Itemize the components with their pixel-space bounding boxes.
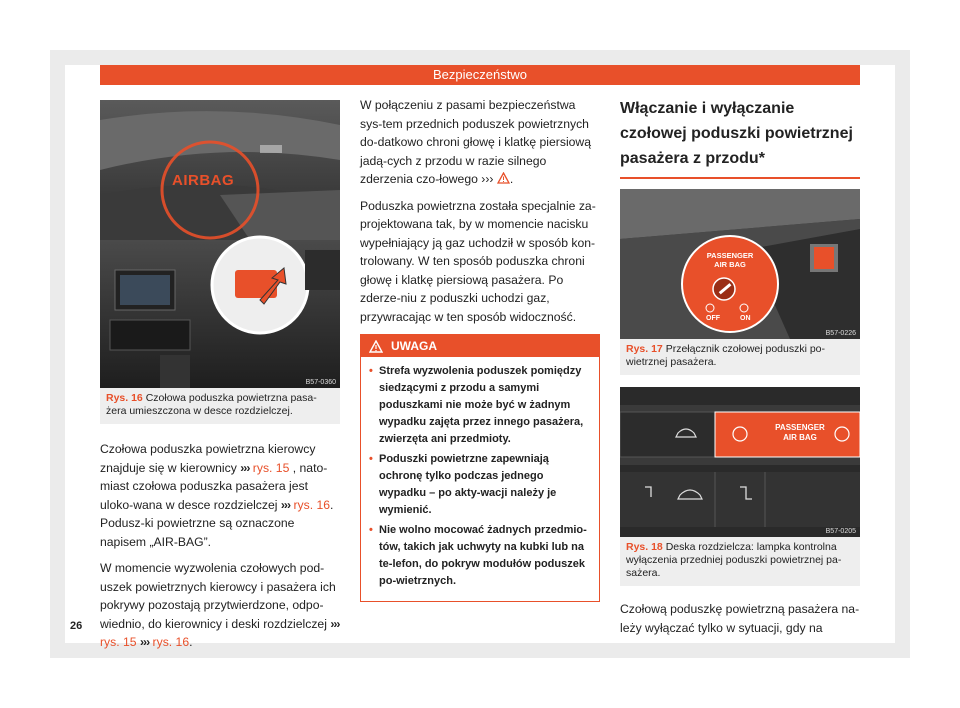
warning-box	[360, 334, 600, 602]
figure-18	[620, 387, 860, 537]
cross-ref-arrows: ›››	[139, 635, 150, 649]
column-1	[100, 100, 340, 660]
text: Czołowa poduszka powietrzna kierowcy znajduje się w kierownicy	[100, 442, 316, 475]
column-3	[620, 96, 860, 645]
figure-code: B57-0205	[825, 528, 856, 535]
indicator-label-line: PASSENGER	[775, 423, 825, 432]
cross-ref-arrows: ›››	[240, 460, 250, 475]
figure-number: Rys. 17	[626, 343, 663, 355]
figure-16	[100, 100, 340, 388]
figure-number: Rys. 18	[626, 541, 663, 553]
paragraph	[100, 559, 340, 652]
switch-label-line: PASSENGER	[706, 251, 754, 260]
paragraph	[100, 440, 340, 551]
airbag-dashboard-illustration	[100, 100, 340, 388]
airbag-label: AIRBAG	[172, 172, 235, 189]
figure-code: B57-0360	[305, 379, 336, 386]
warning-header	[361, 335, 599, 357]
section-heading: Włączanie i wyłączanie czołowej poduszki powietrznej pasażera z przodu*	[620, 96, 860, 179]
switch-off-label: OFF	[706, 315, 720, 322]
text: .	[189, 635, 193, 649]
column-2	[360, 96, 600, 602]
text: Poduszki powietrzne zapewniają ochronę tylko podczas jednego wypadku – po akty-wacji należy je wymienić.	[379, 453, 557, 516]
figure-code: B57-0226	[825, 330, 856, 337]
text: , nato-miast czołowa poduszka pasażera jest uloko-wana w desce rozdzielczej	[100, 460, 328, 512]
text: W połączeniu z pasami bezpieczeństwa sys-tem przednich poduszek powietrznych do-datkowo chroni głowę i klatkę piersiową jadą-cych z przodu w razie silnego zderzenia czo-łowego ›››	[360, 98, 592, 186]
indicator-label-line: AIR BAG	[783, 433, 817, 442]
figure-link[interactable]: rys. 15	[100, 635, 137, 649]
dashboard-indicator-illustration	[620, 387, 860, 537]
text: Strefa wyzwolenia poduszek pomiędzy siedzącymi z przodu a samymi poduszkami nie może być w żadnym wypadku zajęta przez innego pasażera, zwierzęta ani przedmioty.	[379, 365, 584, 445]
caption-text: Czołowa poduszka powietrzna pasa-żera umieszczona w desce rozdzielczej.	[106, 392, 317, 417]
figure-link[interactable]: rys. 16	[149, 635, 190, 649]
cross-ref-arrows: ›››	[330, 616, 340, 631]
text: W momencie wyzwolenia czołowych pod-uszek powietrznych kierowcy i pasażera ich pokrywy pozostają przytwierdzone, odpo-wiednio, do kierownicy i deski rozdzielczej	[100, 561, 336, 631]
warning-icon	[369, 340, 383, 353]
indicator-label	[760, 423, 840, 443]
figure-17	[620, 189, 860, 339]
text: Nie wolno mocować żadnych przedmio-tów, takich jak uchwyty na kubki lub na te-lefon, do pokryw modułów poduszek po-wietrznych.	[379, 524, 587, 587]
warning-item: • Strefa wyzwolenia poduszek pomiędzy siedzącymi z przodu a samymi poduszkami nie może być w żadnym wypadku zajęta przez innego pasażera, zwierzęta ani przedmioty.	[369, 365, 584, 445]
cross-ref-arrows: ›››	[280, 497, 291, 512]
text: . Podusz-ki powietrzne są oznaczone napisem „AIR-BAG”.	[100, 497, 334, 549]
figure-link[interactable]: rys. 15	[249, 460, 290, 475]
paragraph: Poduszka powietrzna została specjalnie za-projektowana tak, by w momencie nacisku wypełniający ją gaz uchodził w sposób kon-trolowany. W ten sposób poduszka chroni głowę i klatkę piersiową pasażera. Po zderze-niu z poduszki uchodzi gaz, przywracając w ten sposób widoczność.	[360, 198, 596, 324]
figure-17-caption	[620, 339, 860, 375]
switch-on-label: ON	[740, 315, 751, 322]
figure-16-caption	[100, 388, 340, 424]
caption-text: Deska rozdzielcza: lampka kontrolna wyłączenia przedniej poduszki powietrznej pa-sażera.	[626, 541, 842, 579]
text: .	[509, 172, 514, 186]
warning-item: • Poduszki powietrzne zapewniają ochronę tylko podczas jednego wypadku – po akty-wacji należy je wymienić.	[369, 453, 557, 516]
page-number: 26	[70, 620, 83, 632]
warning-title: UWAGA	[391, 339, 437, 353]
warning-icon	[497, 172, 510, 184]
warning-body	[361, 357, 599, 601]
figure-18-caption	[620, 537, 860, 586]
paragraph	[360, 96, 600, 189]
warning-item: • Nie wolno mocować żadnych przedmio-tów, takich jak uchwyty na kubki lub na te-lefon, do pokryw modułów poduszek po-wietrznych.	[369, 524, 587, 587]
figure-number: Rys. 16	[106, 392, 143, 404]
paragraph: Czołową poduszkę powietrzną pasażera na-leży wyłączać tylko w sytuacji, gdy na	[620, 602, 860, 635]
figure-link[interactable]: rys. 16	[290, 497, 331, 512]
switch-label	[700, 251, 760, 269]
switch-label-line: AIR BAG	[714, 260, 746, 269]
caption-text: Przełącznik czołowej poduszki po-wietrznej pasażera.	[626, 343, 826, 368]
page-header: Bezpieczeństwo	[100, 65, 860, 85]
